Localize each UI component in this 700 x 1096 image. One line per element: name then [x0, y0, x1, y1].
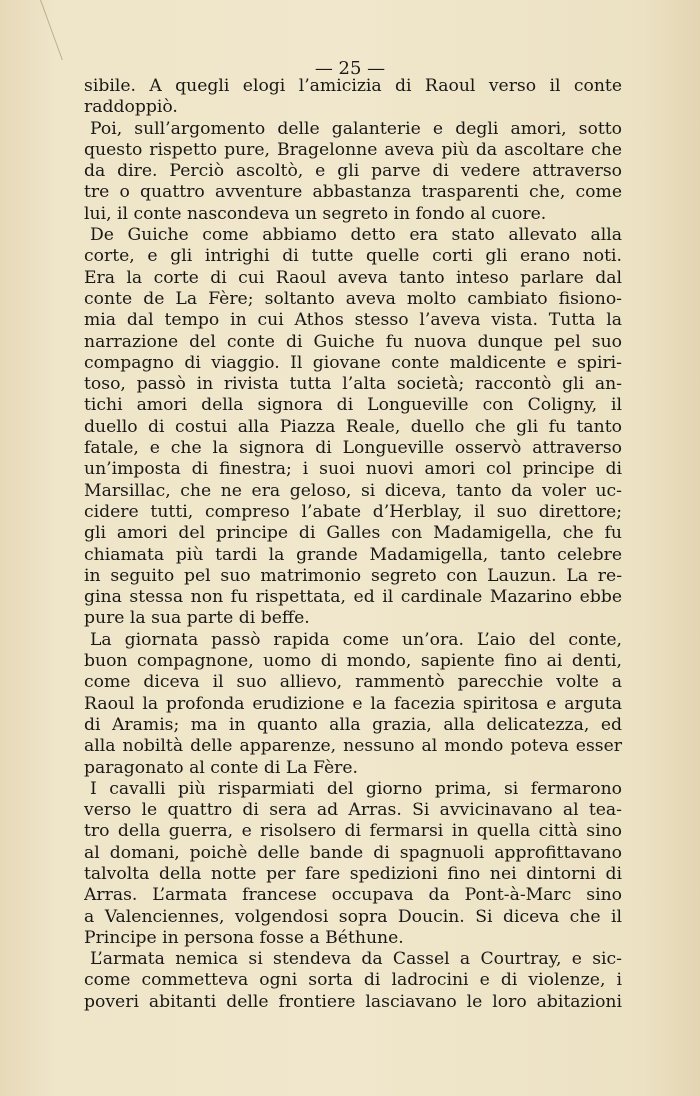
text-line: questo rispetto pure, Bragelonne aveva più da ascoltare che	[84, 139, 622, 160]
text-line: duello di costui alla Piazza Reale, duello che gli fu tanto	[84, 416, 622, 437]
text-line: Marsillac, che ne era geloso, si diceva, tanto da voler uc-	[84, 480, 622, 501]
text-line: buon compagnone, uomo di mondo, sapiente fino ai denti,	[84, 651, 622, 672]
text-line: lui, il conte nascondeva un segreto in fondo al cuore.	[84, 203, 547, 224]
text-line: come diceva il suo allievo, rammentò parecchie volte a	[84, 672, 622, 693]
text-line: Raoul la profonda erudizione e la facezia spiritosa e arguta	[84, 693, 622, 714]
text-line: tichi amori della signora di Longueville con Coligny, il	[84, 395, 622, 416]
text-line: toso, passò in rivista tutta l’alta società; raccontò gli an-	[84, 374, 622, 395]
text-line: Principe in persona fosse a Béthune.	[84, 927, 404, 948]
text-line: Poi, sull’argomento delle galanterie e degli amori, sotto	[90, 118, 622, 139]
text-line: gina stessa non fu rispettata, ed il cardinale Mazarino ebbe	[84, 587, 622, 608]
text-line: paragonato al conte di La Fère.	[84, 757, 358, 778]
text-line: La giornata passò rapida come un’ora. L’aio del conte,	[90, 629, 622, 650]
text-line: talvolta della notte per fare spedizioni fino nei dintorni di	[84, 863, 622, 884]
text-line: De Guiche come abbiamo detto era stato allevato alla	[90, 225, 622, 246]
text-line: corte, e gli intrighi di tutte quelle corti gli erano noti.	[84, 246, 622, 267]
text-line: chiamata più tardi la grande Madamigella, tanto celebre	[84, 544, 622, 565]
text-line: conte de La Fère; soltanto aveva molto cambiato fisiono-	[84, 288, 622, 309]
text-line: sibile. A quegli elogi l’amicizia di Raoul verso il conte	[84, 76, 622, 96]
text-line: raddoppiò.	[84, 97, 178, 118]
text-line: L’armata nemica si stendeva da Cassel a Courtray, e sic-	[90, 949, 622, 970]
text-line: come commetteva ogni sorta di ladrocini e di violenze, i	[84, 970, 622, 991]
text-line: tre o quattro avventure abbastanza trasparenti che, come	[84, 182, 622, 203]
text-line: cidere tutti, compreso l’abate d’Herblay, il suo direttore;	[84, 501, 622, 522]
text-line: poveri abitanti delle frontiere lasciavano le loro abitazioni	[84, 991, 622, 1012]
text-line: Era la corte di cui Raoul aveva tanto inteso parlare dal	[84, 267, 622, 288]
text-line: narrazione del conte di Guiche fu nuova dunque pel suo	[84, 331, 622, 352]
page-corner-crease	[0, 0, 63, 60]
text-line: mia dal tempo in cui Athos stesso l’aveva vista. Tutta la	[84, 310, 622, 331]
text-line: un’imposta di finestra; i suoi nuovi amori col principe di	[84, 459, 622, 480]
text-line: a Valenciennes, volgendosi sopra Doucin. Si diceva che il	[84, 906, 622, 927]
body-text	[84, 76, 622, 1013]
text-line: da dire. Perciò ascoltò, e gli parve di vedere attraverso	[84, 161, 622, 182]
text-line: fatale, e che la signora di Longueville osservò attraverso	[84, 438, 622, 459]
text-line: tro della guerra, e risolsero di fermarsi in quella città sino	[84, 821, 622, 842]
text-line: pure la sua parte di beffe.	[84, 608, 310, 629]
text-line: compagno di viaggio. Il giovane conte maldicente e spiri-	[84, 352, 622, 373]
text-line: verso le quattro di sera ad Arras. Si avvicinavano al tea-	[84, 800, 622, 821]
text-line: I cavalli più risparmiati del giorno prima, si fermarono	[90, 778, 622, 799]
text-line: in seguito pel suo matrimonio segreto con Lauzun. La re-	[84, 565, 622, 586]
text-line: gli amori del principe di Galles con Madamigella, che fu	[84, 523, 622, 544]
page-number: — 25 —	[314, 58, 386, 79]
text-line: alla nobiltà delle apparenze, nessuno al mondo poteva esser	[84, 736, 622, 757]
text-line: Arras. L’armata francese occupava da Pont-à-Marc sino	[84, 885, 622, 906]
text-line: al domani, poichè delle bande di spagnuoli approfittavano	[84, 842, 622, 863]
text-line: di Aramis; ma in quanto alla grazia, alla delicatezza, ed	[84, 714, 622, 735]
